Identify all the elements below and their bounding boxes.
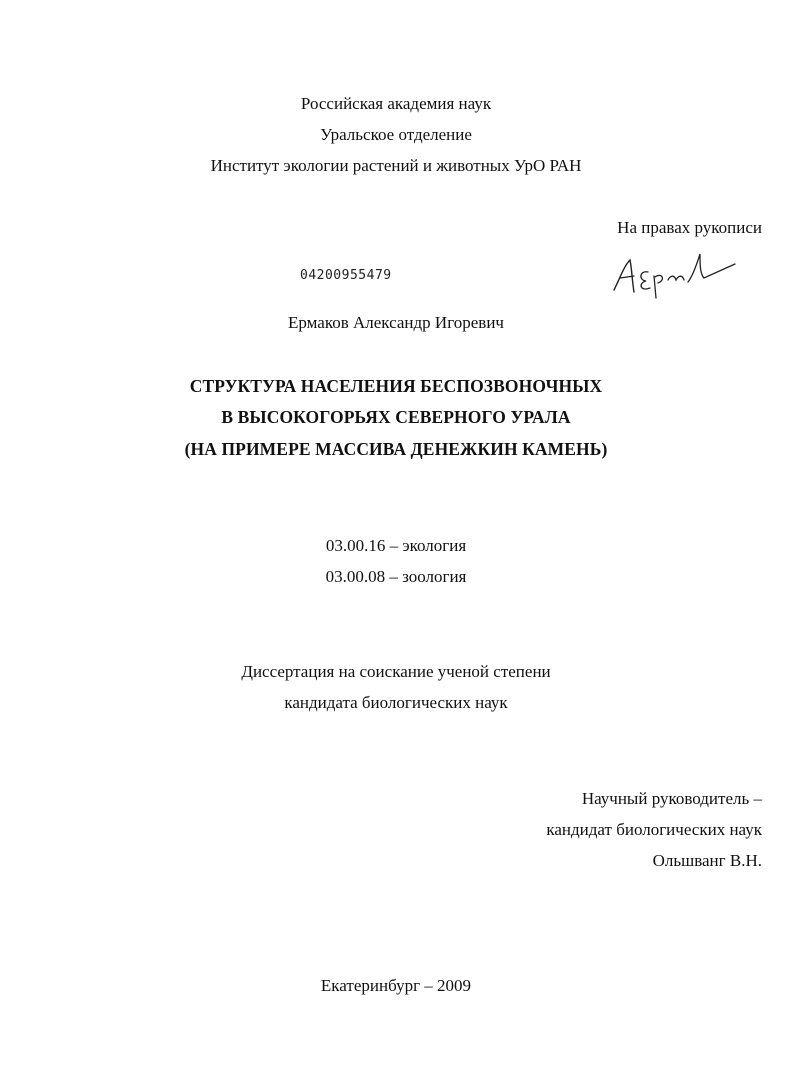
dissertation-title-line-2: В ВЫСОКОГОРЬЯХ СЕВЕРНОГО УРАЛА [221, 407, 571, 427]
barcode-number: 04200955479 [300, 268, 392, 283]
rights-note: На правах рукописи [617, 218, 762, 237]
specialty-zoology: 03.00.08 – зоология [325, 567, 467, 586]
supervisor-label: Научный руководитель – [581, 789, 762, 808]
branch-name: Уральское отделение [320, 125, 472, 144]
supervisor-name: Ольшванг В.Н. [652, 851, 762, 870]
dissertation-title-line-3: (НА ПРИМЕРЕ МАССИВА ДЕНЕЖКИН КАМЕНЬ) [184, 439, 608, 459]
city-year: Екатеринбург – 2009 [320, 976, 472, 995]
academy-name: Российская академия наук [300, 94, 492, 113]
dissertation-title-line-1: СТРУКТУРА НАСЕЛЕНИЯ БЕСПОЗВОНОЧНЫХ [189, 376, 603, 396]
institute-name: Институт экологии растений и животных УрО РАН [210, 156, 582, 175]
signature-icon [610, 250, 740, 300]
supervisor-degree: кандидат биологических наук [546, 820, 762, 839]
degree-line-1: Диссертация на соискание ученой степени [241, 662, 551, 681]
specialty-ecology: 03.00.16 – экология [325, 536, 467, 555]
author-name: Ермаков Александр Игоревич [288, 313, 504, 332]
degree-line-2: кандидата биологических наук [284, 693, 508, 712]
